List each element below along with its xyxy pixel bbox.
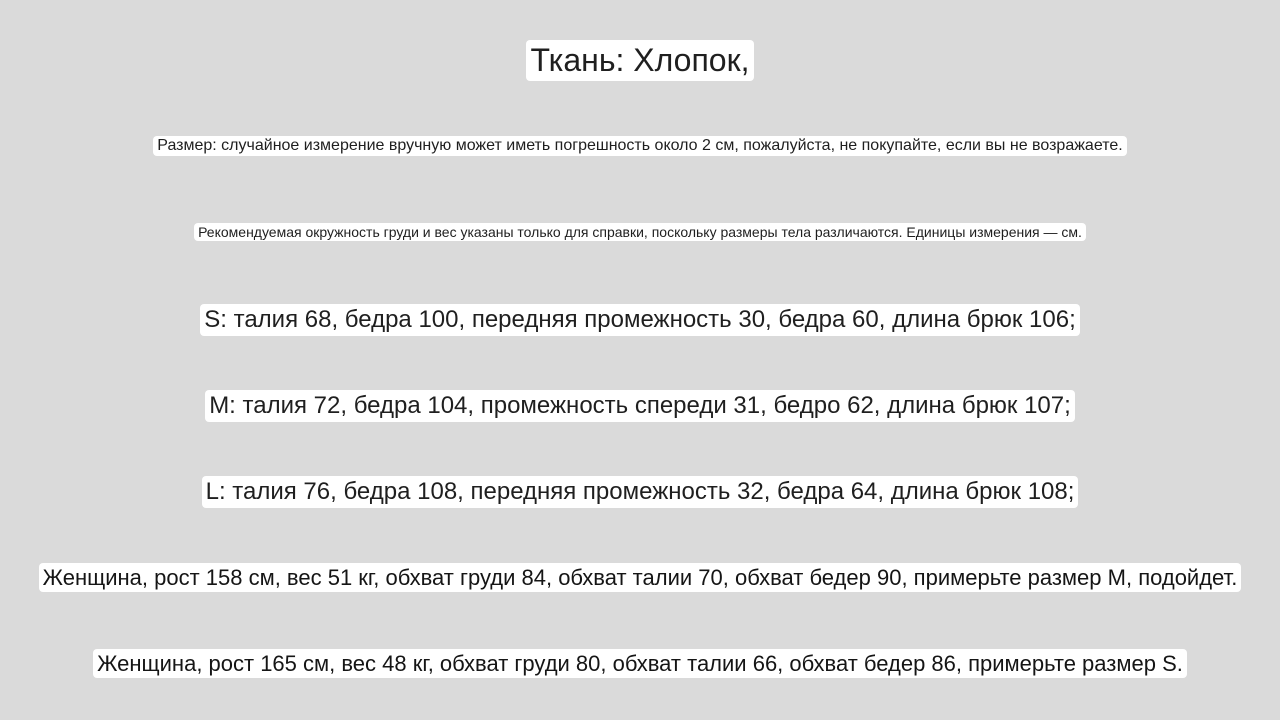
example-row-1 (0, 563, 1280, 592)
size-m-measurements: M: талия 72, бедра 104, промежность спереди 31, бедро 62, длина брюк 107; (205, 390, 1075, 422)
reference-note-row (0, 223, 1280, 241)
size-row-l (0, 476, 1280, 508)
reference-disclaimer: Рекомендуемая окружность груди и вес указаны только для справки, поскольку размеры тела различаются. Единицы измерения — см. (194, 223, 1086, 241)
example-row-2 (0, 649, 1280, 678)
size-l-measurements: L: талия 76, бедра 108, передняя промежность 32, бедра 64, длина брюк 108; (202, 476, 1079, 508)
fit-example-1: Женщина, рост 158 см, вес 51 кг, обхват груди 84, обхват талии 70, обхват бедер 90, примерьте размер M, подойдет. (39, 563, 1242, 592)
size-s-measurements: S: талия 68, бедра 100, передняя промежность 30, бедра 60, длина брюк 106; (200, 304, 1079, 336)
size-row-s (0, 304, 1280, 336)
size-row-m (0, 390, 1280, 422)
title-row (0, 40, 1280, 81)
size-note-row (0, 136, 1280, 156)
measurement-disclaimer: Размер: случайное измерение вручную может иметь погрешность около 2 см, пожалуйста, не покупайте, если вы не возражаете. (153, 136, 1126, 156)
fit-example-2: Женщина, рост 165 см, вес 48 кг, обхват груди 80, обхват талии 66, обхват бедер 86, примерьте размер S. (93, 649, 1187, 678)
fabric-title: Ткань: Хлопок, (526, 40, 755, 81)
